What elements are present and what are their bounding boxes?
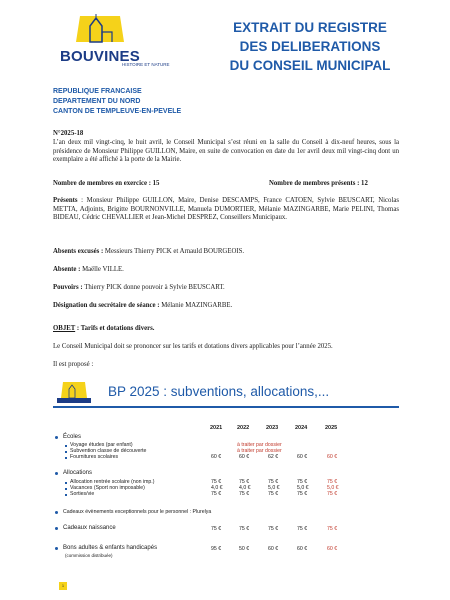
members-present: Nombre de membres présents : 12	[269, 180, 368, 187]
bons-sublabel: (commission distribuée)	[65, 553, 113, 558]
excuses-heading: Absents excusés :	[53, 248, 104, 255]
vacances-bullet-icon	[65, 488, 67, 490]
cadeaux-naissance-2025: 75 €	[327, 526, 338, 532]
fournitures-label: Fournitures scolaires	[70, 454, 119, 460]
objet-paragraph	[53, 325, 399, 334]
secretaire-text: Mélanie MAZINGARBE.	[159, 302, 233, 309]
absente-heading: Absente :	[53, 266, 81, 273]
budget-slide	[53, 380, 399, 585]
alloc-rentree-2021: 75 €	[211, 479, 222, 485]
alloc-rentree-label: Allocation rentrée scolaire (non imp.)	[70, 479, 155, 485]
pouvoirs-heading: Pouvoirs :	[53, 284, 83, 291]
paragraph-2: Il est proposé :	[53, 361, 94, 368]
year-2024: 2024	[295, 425, 308, 431]
vacances-2021: 4,0 €	[211, 485, 223, 491]
absente-paragraph	[53, 266, 399, 275]
bons-2023: 60 €	[268, 546, 279, 552]
cadeaux-naissance-2023: 75 €	[268, 526, 279, 532]
vacances-2023: 5,0 €	[268, 485, 280, 491]
cadeaux-naissance-label: Cadeaux naissance	[63, 525, 116, 531]
pouvoirs-text: Thierry PICK donne pouvoir à Sylvie BEUSCART.	[82, 284, 225, 291]
paragraph-1: Le Conseil Municipal doit se prononcer sur les tarifs et dotations divers applicables pour l’année 2025.	[53, 343, 333, 350]
sorties-2021: 75 €	[211, 491, 222, 497]
cadeaux-naissance-2022: 75 €	[239, 526, 250, 532]
allocations-heading: Allocations	[63, 470, 93, 476]
presents-heading: Présents	[53, 197, 78, 204]
intro-paragraph: L’an deux mil vingt-cinq, le huit avril, le Conseil Municipal s’est réuni en la salle du Conseil à dix-neuf heures, sous la présidence de Monsieur Philippe GUILLON, Maire, en suite de convocation en date du 1er avril deux mil vingt-cinq dont un exemplaire a été affiché à la porte de la Mairie.	[53, 139, 399, 164]
slide-title: BP 2025 : subventions, allocations,...	[108, 384, 330, 399]
admin-line-3: CANTON DE TEMPLEUVE-EN-PEVELE	[53, 108, 182, 115]
secretaire-paragraph	[53, 302, 399, 311]
alloc-rentree-2025: 75 €	[327, 479, 338, 485]
administrative-header	[53, 87, 181, 117]
vacances-2025: 5,0 €	[327, 485, 339, 491]
subvention-bullet-icon	[65, 451, 67, 453]
fournitures-2023: 62 €	[268, 454, 279, 460]
voyage-bullet-icon	[65, 445, 67, 447]
alloc-rentree-2023: 75 €	[268, 479, 279, 485]
alloc-rentree-bullet-icon	[65, 482, 67, 484]
title-line-2: DES DELIBERATIONS	[239, 39, 381, 54]
fournitures-bullet-icon	[65, 457, 67, 459]
cadeaux-naissance-2024: 75 €	[297, 526, 308, 532]
year-2025: 2025	[325, 425, 338, 431]
objet-text: : Tarifs et dotations divers.	[75, 325, 155, 332]
cadeaux-naissance-2021: 75 €	[211, 526, 222, 532]
cadeaux-evt-label: Cadeaux évènements exceptionnels pour le personnel : Plurelya	[63, 509, 212, 515]
fournitures-2021: 60 €	[211, 454, 222, 460]
member-counts	[53, 180, 399, 187]
vacances-label: Vacances (Sport non imposable)	[70, 485, 145, 491]
logo-name: BOUVINES	[60, 48, 140, 65]
bons-2025: 60 €	[327, 546, 338, 552]
sorties-bullet-icon	[65, 494, 67, 496]
logo-tagline: HISTOIRE ET NATURE	[122, 62, 170, 67]
vacances-2024: 5,0 €	[297, 485, 309, 491]
cadeaux-naissance-bullet-icon	[55, 527, 58, 530]
excuses-text: Messieurs Thierry PICK et Arnauld BOURGEOIS.	[103, 248, 245, 255]
admin-line-2: DEPARTEMENT DU NORD	[53, 98, 141, 105]
excuses-paragraph	[53, 248, 399, 257]
voyage-label: Voyage études (par enfant)	[70, 442, 133, 448]
fournitures-2025: 60 €	[327, 454, 338, 460]
sorties-2023: 75 €	[268, 491, 279, 497]
bouvines-logo	[50, 12, 168, 74]
sorties-2024: 75 €	[297, 491, 308, 497]
pouvoirs-paragraph	[53, 284, 399, 293]
secretaire-heading: Désignation du secrétaire de séance :	[53, 302, 160, 309]
cadeaux-evt-bullet-icon	[55, 511, 58, 514]
bons-bullet-icon	[55, 547, 58, 550]
year-2023: 2023	[266, 425, 279, 431]
sorties-label: Sorties/vie	[70, 491, 95, 497]
page-number: 1	[59, 582, 67, 590]
title-line-3: DU CONSEIL MUNICIPAL	[229, 58, 391, 73]
objet-heading: OBJET	[53, 325, 76, 332]
sorties-2025: 75 €	[327, 491, 338, 497]
bons-2022: 50 €	[239, 546, 250, 552]
bons-2021: 95 €	[211, 546, 222, 552]
ecoles-bullet-icon	[55, 436, 58, 439]
presents-text: : Monsieur Philippe GUILLON, Maire, Denise DESCAMPS, France CATOEN, Sylvie BEUSCART, Nicolas METTA, Adjoints, Brigitte BOURNONVILLE, Manuela DUMORTIER, Mélanie MAZINGARBE, Marie PELINI, Thomas BIDEAU, Cédric CHEVALLIER et Jean-Michel DESPREZ, Conseillers Municipaux.	[53, 197, 399, 222]
allocations-bullet-icon	[55, 472, 58, 475]
ecoles-heading: Écoles	[63, 434, 82, 440]
voyage-note: à traiter par dossier	[237, 442, 282, 448]
fournitures-2022: 60 €	[239, 454, 250, 460]
subvention-note: à traiter par dossier	[237, 448, 282, 454]
slide-title-rule	[53, 406, 399, 408]
sorties-2022: 75 €	[239, 491, 250, 497]
alloc-rentree-2022: 75 €	[239, 479, 250, 485]
fournitures-2024: 60 €	[297, 454, 308, 460]
absente-text: Maëlle VILLE.	[80, 266, 124, 273]
slide-logo	[53, 380, 97, 406]
deliberation-number: N°2025-18	[53, 130, 84, 137]
vacances-2022: 4,0 €	[239, 485, 251, 491]
presents-paragraph	[53, 197, 399, 223]
admin-line-1: REPUBLIQUE FRANCAISE	[53, 88, 142, 95]
bons-2024: 60 €	[297, 546, 308, 552]
subvention-label: Subvention classe de découverte	[70, 448, 147, 454]
year-2021: 2021	[210, 425, 223, 431]
title-line-1: EXTRAIT DU REGISTRE	[233, 20, 387, 35]
alloc-rentree-2024: 75 €	[297, 479, 308, 485]
members-in-office: Nombre de membres en exercice : 15	[53, 180, 160, 187]
logo-graphic	[50, 12, 168, 52]
bons-label: Bons adultes & enfants handicapés	[63, 545, 158, 551]
document-title	[196, 18, 424, 75]
year-2022: 2022	[237, 425, 250, 431]
